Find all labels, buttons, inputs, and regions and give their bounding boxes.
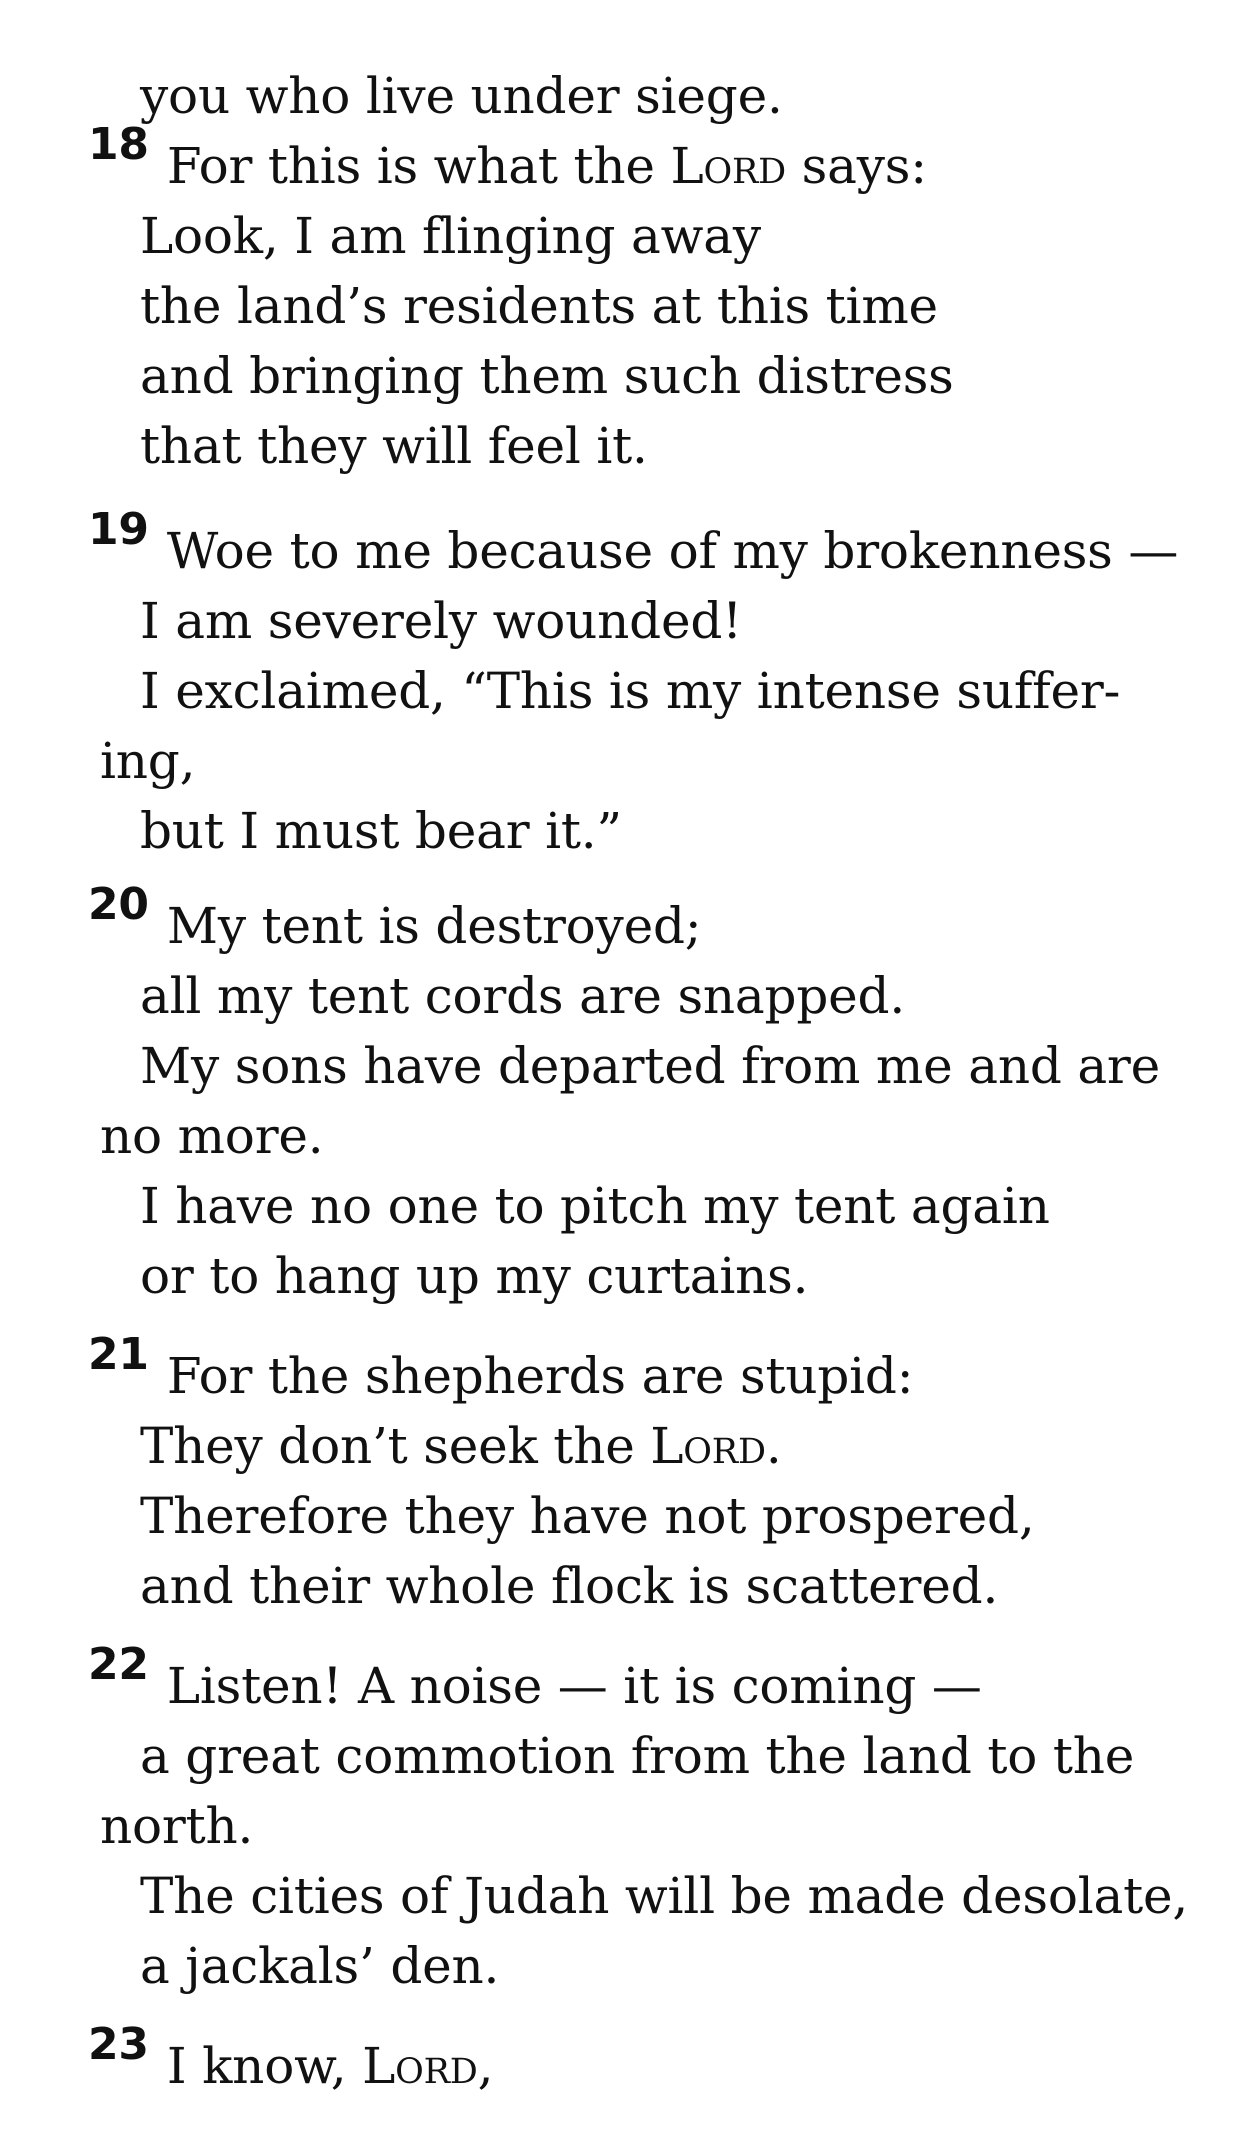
poetry-line xyxy=(140,1930,499,2002)
poetry-line xyxy=(140,1480,1035,1552)
verse-text: all my tent cords are snapped. xyxy=(140,967,906,1025)
poetry-line xyxy=(140,1030,1160,1102)
divine-name: Lord xyxy=(362,2037,478,2095)
poetry-line xyxy=(140,340,954,412)
verse-text: Woe to me because of my brokenness — xyxy=(166,522,1179,580)
verse-text: the land’s residents at this time xyxy=(140,277,938,335)
verse-number: 18 xyxy=(88,119,149,170)
poetry-line xyxy=(140,1720,1134,1792)
verse-text: no more. xyxy=(100,1107,324,1165)
poetry-line xyxy=(140,1240,808,1312)
poetry-line xyxy=(140,200,761,272)
divine-name: Lord xyxy=(670,137,786,195)
verse-text: a great commotion from the land to the xyxy=(140,1727,1135,1785)
continuation-line xyxy=(100,1790,253,1862)
verse-text: and bringing them such distress xyxy=(140,347,954,405)
poetry-line xyxy=(140,585,742,657)
poetry-line xyxy=(140,60,783,132)
verse-text: Look, I am flinging away xyxy=(140,207,761,265)
poetry-line xyxy=(140,270,938,342)
verse-number: 23 xyxy=(88,2019,149,2070)
poetry-line xyxy=(140,960,905,1032)
verse-text: For the shepherds are stupid: xyxy=(166,1347,914,1405)
verse-line xyxy=(88,119,927,205)
verse-text: ing, xyxy=(100,732,196,790)
verse-text: My tent is destroyed; xyxy=(166,897,702,955)
verse-line xyxy=(88,1329,914,1415)
verse-text: For this is what the xyxy=(166,137,671,195)
verse-text: I am severely wounded! xyxy=(140,592,743,650)
poetry-line xyxy=(140,795,622,867)
continuation-line xyxy=(100,1100,324,1172)
verse-line xyxy=(88,1639,982,1725)
poetry-line xyxy=(140,410,648,482)
verse-text: you who live under siege. xyxy=(140,67,783,125)
verse-text: I know, xyxy=(166,2037,363,2095)
verse-line xyxy=(88,504,1179,590)
divine-name: Lord xyxy=(650,1417,766,1475)
poetry-line xyxy=(140,1170,1050,1242)
verse-text: , xyxy=(477,2037,494,2095)
verse-number: 20 xyxy=(88,879,149,930)
verse-number: 19 xyxy=(88,504,149,555)
verse-text: says: xyxy=(785,137,927,195)
verse-line xyxy=(88,879,702,965)
verse-text: that they will feel it. xyxy=(140,417,648,475)
verse-text: They don’t seek the xyxy=(140,1417,651,1475)
continuation-line xyxy=(100,725,195,797)
verse-number: 22 xyxy=(88,1639,149,1690)
verse-text: but I must bear it.” xyxy=(140,802,622,860)
verse-text: The cities of Judah will be made desolate, xyxy=(140,1867,1189,1925)
poetry-line xyxy=(140,655,1120,727)
verse-text: or to hang up my curtains. xyxy=(140,1247,809,1305)
poetry-line xyxy=(140,1410,782,1482)
poetry-line xyxy=(140,1860,1188,1932)
verse-text: Therefore they have not prospered, xyxy=(140,1487,1035,1545)
verse-text: and their whole flock is scattered. xyxy=(140,1557,999,1615)
verse-text: . xyxy=(765,1417,782,1475)
verse-text: Listen! A noise — it is coming — xyxy=(166,1657,982,1715)
verse-text: I have no one to pitch my tent again xyxy=(140,1177,1050,1235)
verse-text: I exclaimed, “This is my intense suffer- xyxy=(140,662,1121,720)
verse-line xyxy=(88,2019,494,2105)
verse-number: 21 xyxy=(88,1329,149,1380)
verse-text: a jackals’ den. xyxy=(140,1937,500,1995)
verse-text: My sons have departed from me and are xyxy=(140,1037,1161,1095)
poetry-line xyxy=(140,1550,998,1622)
verse-text: north. xyxy=(100,1797,254,1855)
